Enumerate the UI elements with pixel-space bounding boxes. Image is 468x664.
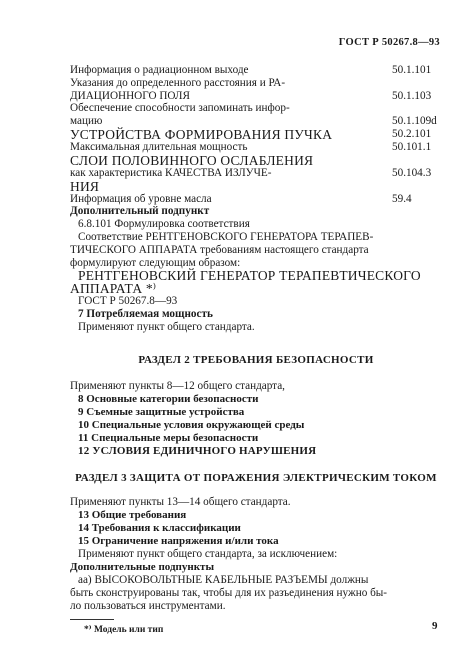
row-text: СЛОИ ПОЛОВИННОГО ОСЛАБЛЕНИЯ bbox=[70, 152, 314, 168]
row-text: Указания до определенного расстояния и РА- bbox=[70, 76, 286, 89]
row-text: УСТРОЙСТВА ФОРМИРОВАНИЯ ПУЧКА bbox=[70, 126, 333, 142]
quote-line: ГОСТ Р 50267.8—93 bbox=[78, 295, 178, 308]
row-ref: 50.104.3 bbox=[392, 166, 432, 179]
table-row bbox=[70, 102, 442, 115]
clause-title: 6.8.101 Формулировка соответствия bbox=[78, 218, 250, 231]
quote-line: РЕНТГЕНОВСКИЙ ГЕНЕРАТОР ТЕРАПЕВТИЧЕСКОГО bbox=[78, 268, 421, 284]
row-ref bbox=[392, 77, 442, 90]
row-ref bbox=[392, 154, 442, 167]
section-3-title: РАЗДЕЛ 3 ЗАЩИТА ОТ ПОРАЖЕНИЯ ЭЛЕКТРИЧЕСКИМ ТОКОМ bbox=[75, 471, 437, 484]
paragraph-line: быть сконструированы так, чтобы для их разъединения нужно бы- bbox=[70, 586, 388, 599]
row-ref bbox=[392, 180, 442, 193]
footnote: *⁾ Модель или тип bbox=[84, 624, 164, 635]
row-text: Максимальная длительная мощность bbox=[70, 140, 248, 153]
list-item: 12 УСЛОВИЯ ЕДИНИЧНОГО НАРУШЕНИЯ bbox=[78, 444, 317, 457]
page-content bbox=[70, 64, 442, 635]
list-item: 11 Специальные меры безопасности bbox=[78, 431, 259, 444]
list-item: 10 Специальные условия окружающей среды bbox=[78, 418, 305, 431]
section-3-list bbox=[70, 496, 442, 613]
supplement-heading: Дополнительный подпункт bbox=[70, 205, 210, 218]
row-ref bbox=[392, 102, 442, 115]
table-row bbox=[70, 128, 442, 141]
row-ref: 50.1.101 bbox=[392, 64, 432, 76]
row-text: как характеристика КАЧЕСТВА ИЗЛУЧЕ- bbox=[70, 166, 272, 179]
row-ref: 59.4 bbox=[392, 192, 412, 205]
table-row bbox=[70, 154, 442, 167]
quote-line: АППАРАТА *⁾ bbox=[70, 281, 157, 297]
table-row bbox=[70, 141, 442, 154]
table-row bbox=[70, 167, 442, 180]
row-ref: 50.1.109d bbox=[392, 115, 437, 128]
section-note: Применяют пункт общего стандарта, за исключением: bbox=[78, 547, 338, 560]
table-row bbox=[70, 90, 442, 103]
paragraph-line: ТИЧЕСКОГО АППАРАТА требованиям настоящего стандарта bbox=[70, 243, 369, 256]
list-item: 15 Ограничение напряжения и/или тока bbox=[78, 534, 279, 547]
section-2-list bbox=[70, 380, 442, 458]
table-row bbox=[70, 64, 442, 77]
paragraph-line: аа) ВЫСОКОВОЛЬТНЫЕ КАБЕЛЬНЫЕ РАЗЪЕМЫ должны bbox=[78, 573, 369, 586]
row-text: мацию bbox=[70, 115, 103, 128]
document-header: ГОСТ Р 50267.8—93 bbox=[338, 37, 440, 48]
list-item: 13 Общие требования bbox=[78, 508, 187, 521]
list-item: 8 Основные категории безопасности bbox=[78, 392, 259, 405]
row-text: НИЯ bbox=[70, 178, 100, 194]
row-text: Информация об уровне масла bbox=[70, 192, 212, 205]
list-item: 14 Требования к классификации bbox=[78, 521, 241, 534]
section-2-title: РАЗДЕЛ 2 ТРЕБОВАНИЯ БЕЗОПАСНОСТИ bbox=[138, 353, 374, 366]
table-row bbox=[70, 77, 442, 90]
subheading: Дополнительные подпункты bbox=[70, 560, 215, 573]
list-item: 9 Съемные защитные устройства bbox=[78, 405, 245, 418]
paragraph-line: формулируют следующим образом: bbox=[70, 256, 241, 269]
supplement-block bbox=[70, 205, 442, 333]
section-intro: Применяют пункты 8—12 общего стандарта, bbox=[70, 379, 285, 392]
row-text: ДИАЦИОННОГО ПОЛЯ bbox=[70, 89, 190, 102]
row-text: Информация о радиационном выходе bbox=[70, 64, 249, 76]
row-ref: 50.2.101 bbox=[392, 127, 432, 140]
paragraph-line: ло пользоваться инструментами. bbox=[70, 599, 226, 612]
row-text: Обеспечение способности запоминать инфор- bbox=[70, 102, 290, 115]
row-ref: 50.1.103 bbox=[392, 89, 432, 102]
reference-table bbox=[70, 64, 442, 205]
table-row bbox=[70, 193, 442, 206]
footnote-divider bbox=[70, 619, 114, 620]
item-title: 7 Потребляемая мощность bbox=[78, 308, 213, 321]
item-text: Применяют пункт общего стандарта. bbox=[78, 320, 255, 333]
row-ref: 50.101.1 bbox=[392, 140, 432, 153]
section-intro: Применяют пункты 13—14 общего стандарта. bbox=[70, 495, 291, 508]
paragraph-line: Соответствие РЕНТГЕНОВСКОГО ГЕНЕРАТОРА ТЕРАПЕВ- bbox=[78, 230, 374, 243]
table-row bbox=[70, 180, 442, 193]
page-number: 9 bbox=[432, 620, 438, 632]
